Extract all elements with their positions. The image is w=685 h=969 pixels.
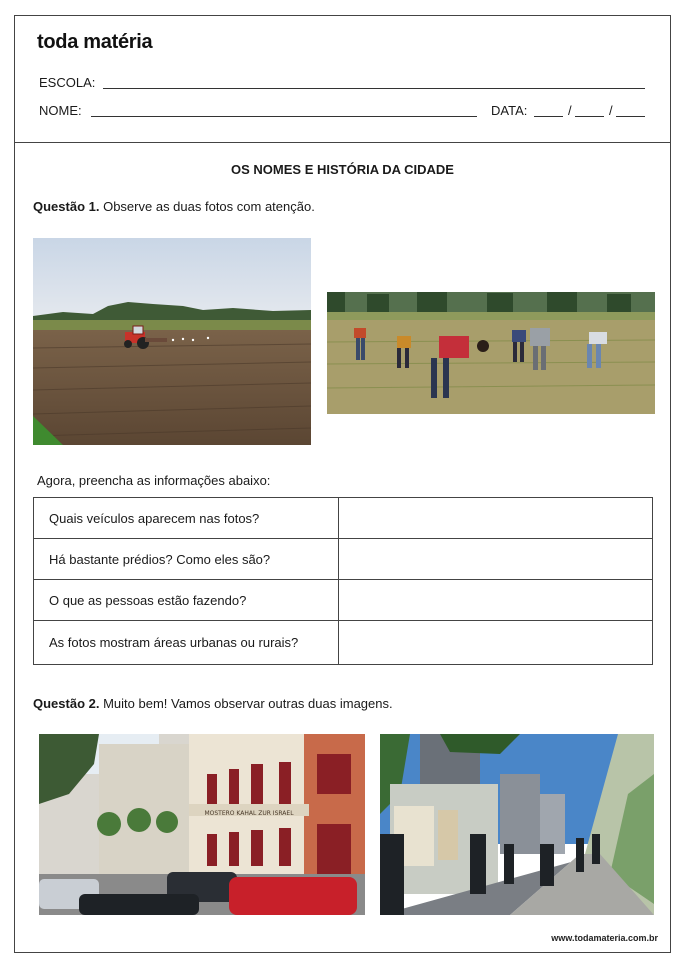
- worksheet-title: OS NOMES E HISTÓRIA DA CIDADE: [231, 162, 454, 177]
- question-2-text: Muito bem! Vamos observar outras duas imagens.: [103, 696, 393, 711]
- answer-cell[interactable]: [339, 621, 653, 665]
- question-1-label: Questão 1.: [33, 199, 100, 214]
- question-cell: O que as pessoas estão fazendo?: [34, 580, 339, 621]
- answer-cell[interactable]: [339, 539, 653, 580]
- photo-urban-sidewalk: [380, 734, 654, 915]
- school-label: ESCOLA:: [39, 75, 96, 90]
- building-sign: MOSTERO KAHAL ZUR ISRAEL: [204, 810, 294, 817]
- name-field[interactable]: [91, 116, 477, 117]
- name-label: NOME:: [39, 103, 82, 118]
- date-month-field[interactable]: [575, 116, 604, 117]
- question-cell: Há bastante prédios? Como eles são?: [34, 539, 339, 580]
- table-row: [34, 580, 653, 621]
- date-day-field[interactable]: [534, 116, 563, 117]
- question-2: [33, 696, 393, 711]
- date-year-field[interactable]: [616, 116, 645, 117]
- date-separator: /: [568, 103, 572, 118]
- question-1-text: Observe as duas fotos com atenção.: [103, 199, 315, 214]
- question-cell: Quais veículos aparecem nas fotos?: [34, 498, 339, 539]
- brand-logo: toda matéria: [37, 31, 153, 53]
- table-row: [34, 498, 653, 539]
- question-2-label: Questão 2.: [33, 696, 100, 711]
- photo-city-street: [39, 734, 365, 915]
- answer-cell[interactable]: [339, 580, 653, 621]
- photo-field-tractor: [33, 238, 311, 445]
- school-field[interactable]: [103, 88, 645, 89]
- photo-field-workers: [327, 292, 655, 414]
- header-separator: [14, 142, 671, 143]
- question-1: [33, 199, 315, 214]
- table-row: [34, 621, 653, 665]
- question-cell: As fotos mostram áreas urbanas ou rurais?: [34, 621, 339, 665]
- footer-url: www.todamateria.com.br: [551, 933, 658, 943]
- answer-table: [33, 497, 653, 665]
- instruction-text: Agora, preencha as informações abaixo:: [37, 473, 271, 488]
- answer-cell[interactable]: [339, 498, 653, 539]
- date-label: DATA:: [491, 103, 528, 118]
- table-row: [34, 539, 653, 580]
- date-separator: /: [609, 103, 613, 118]
